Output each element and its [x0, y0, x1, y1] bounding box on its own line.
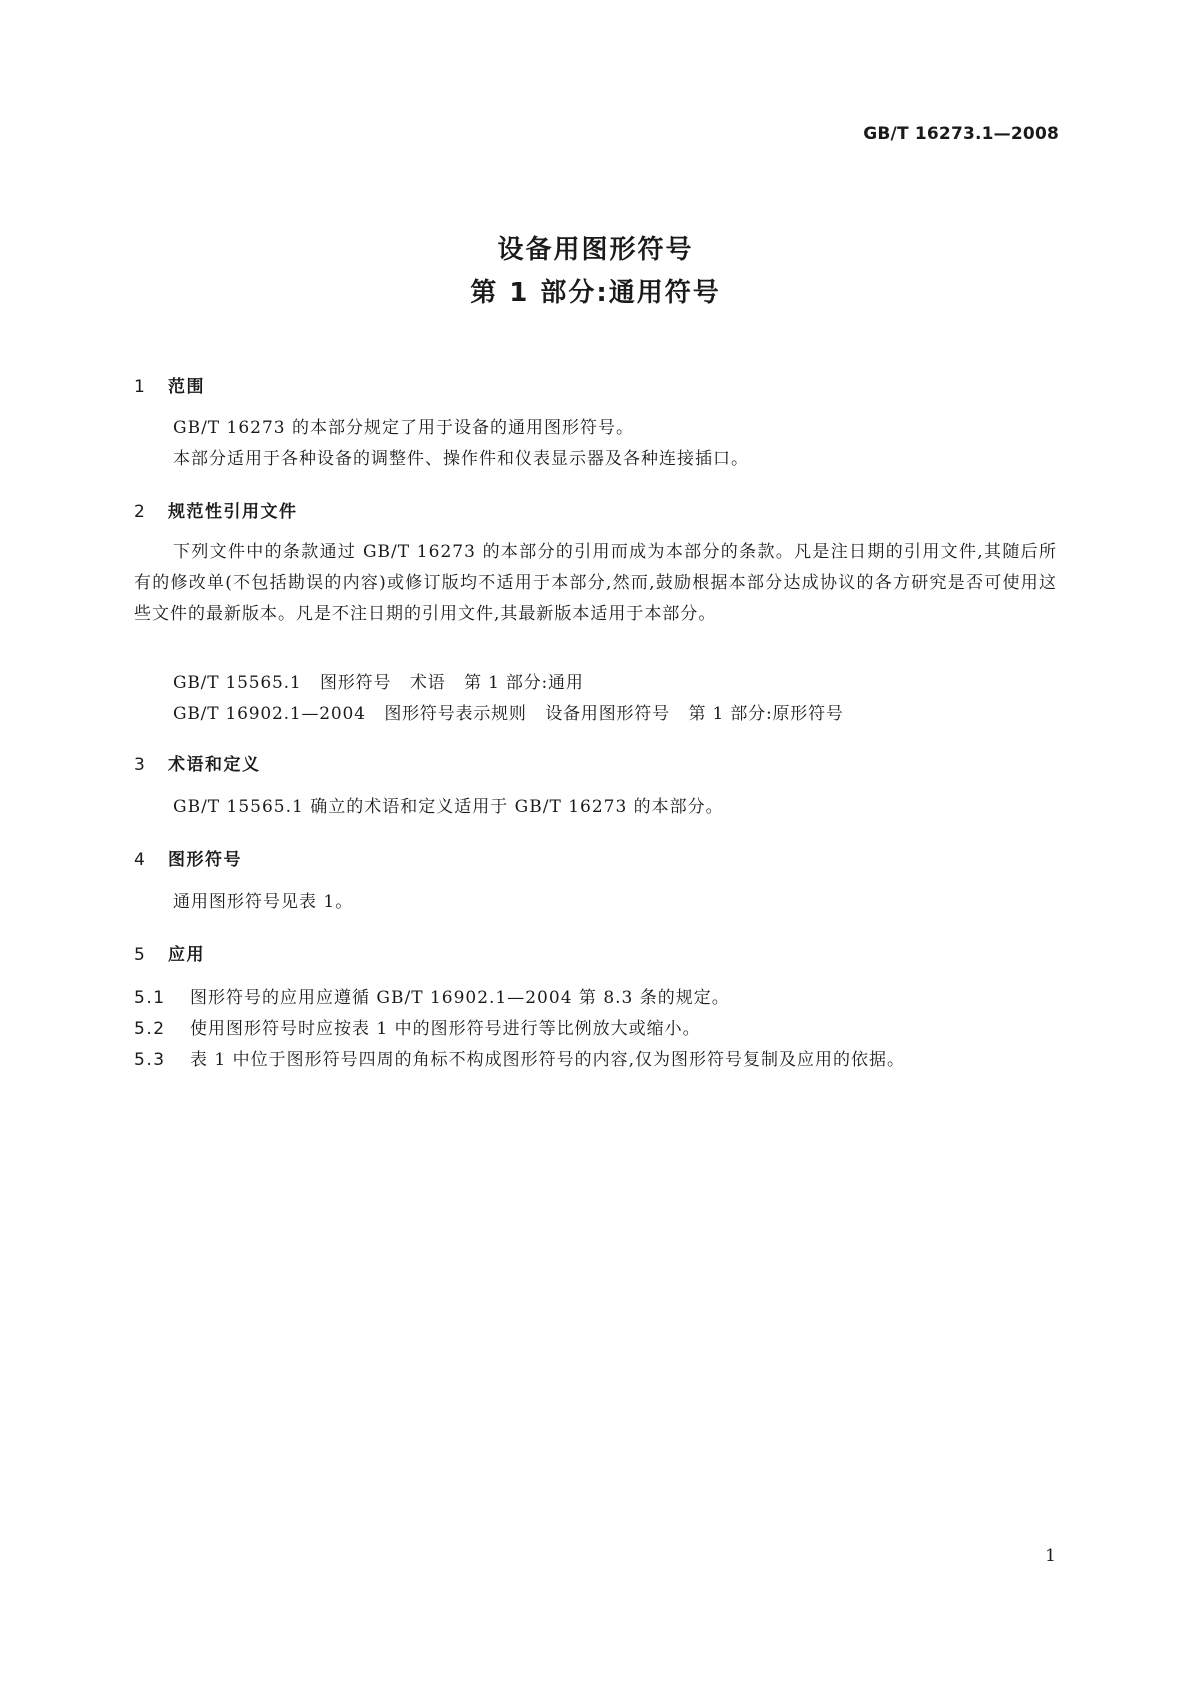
section-2-heading	[134, 497, 298, 522]
section-title: 范围	[168, 377, 205, 397]
clause-text: 图形符号的应用应遵循 GB/T 16902.1—2004 第 8.3 条的规定。	[190, 988, 730, 1008]
section-title: 应用	[168, 945, 205, 965]
section-number: 3	[134, 755, 147, 775]
section-4-paragraph: 通用图形符号见表 1。	[173, 892, 354, 912]
clause-text: 表 1 中位于图形符号四周的角标不构成图形符号的内容,仅为图形符号复制及应用的依据。	[190, 1050, 906, 1070]
section-title: 规范性引用文件	[168, 502, 298, 522]
section-3-heading	[134, 750, 261, 775]
normative-reference-2: GB/T 16902.1—2004 图形符号表示规则 设备用图形符号 第 1 部分:原形符号	[173, 704, 844, 724]
section-1-paragraph-2: 本部分适用于各种设备的调整件、操作件和仪表显示器及各种连接插口。	[173, 449, 749, 469]
section-title: 术语和定义	[168, 755, 261, 775]
section-number: 1	[134, 377, 147, 397]
clause-5-2	[134, 1014, 701, 1039]
section-1-heading	[134, 372, 205, 397]
section-4-heading	[134, 845, 242, 870]
clause-number: 5.1	[134, 988, 166, 1008]
section-number: 5	[134, 945, 147, 965]
section-3-paragraph: GB/T 15565.1 确立的术语和定义适用于 GB/T 16273 的本部分。	[173, 797, 724, 817]
clause-5-1	[134, 983, 730, 1008]
document-subtitle: 第 1 部分:通用符号	[470, 278, 721, 308]
clause-number: 5.3	[134, 1050, 166, 1070]
section-number: 2	[134, 502, 147, 522]
page-number: 1	[1045, 1546, 1056, 1566]
document-title: 设备用图形符号	[497, 235, 694, 265]
normative-reference-1: GB/T 15565.1 图形符号 术语 第 1 部分:通用	[173, 673, 584, 693]
standard-number: GB/T 16273.1—2008	[863, 124, 1059, 144]
clause-number: 5.2	[134, 1019, 166, 1039]
section-number: 4	[134, 850, 147, 870]
section-2-paragraph: 下列文件中的条款通过 GB/T 16273 的本部分的引用而成为本部分的条款。凡是注日期的引用文件,其随后所有的修改单(不包括勘误的内容)或修订版均不适用于本部分,然而,鼓励根据本部分达成协议的各方研究是否可使用这些文件的最新版本。凡是不注日期的引用文件,其最新版本适用于本部分。	[134, 542, 1057, 624]
section-5-heading	[134, 940, 205, 965]
section-1-paragraph-1: GB/T 16273 的本部分规定了用于设备的通用图形符号。	[173, 418, 635, 438]
clause-5-3	[134, 1045, 905, 1070]
section-title: 图形符号	[168, 850, 242, 870]
clause-text: 使用图形符号时应按表 1 中的图形符号进行等比例放大或缩小。	[190, 1019, 701, 1039]
